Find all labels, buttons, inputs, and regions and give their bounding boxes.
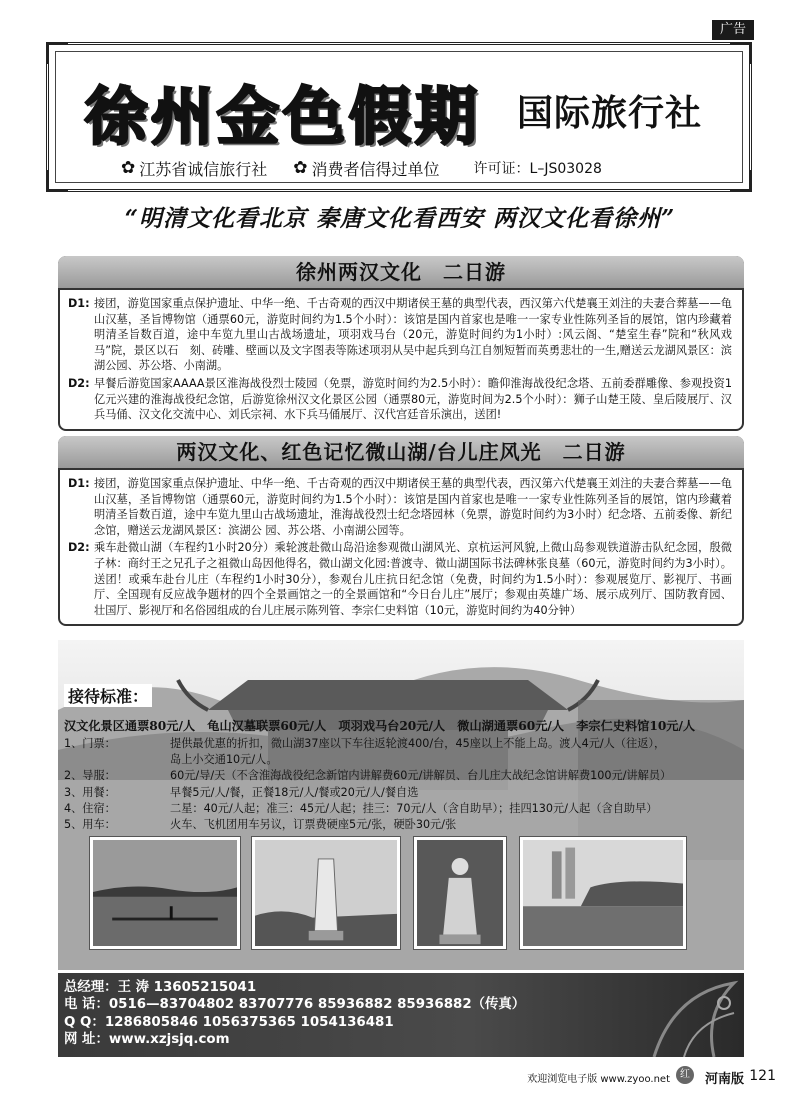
badge-integrity-label: 江苏省诚信旅行社: [139, 159, 268, 179]
rule-text: 岛上小交通10元/人。: [170, 753, 278, 767]
day-text: 接团，游览国家重点保护遗址、中华一绝、千古奇观的西汉中期诸侯王墓的典型代表，西汉第六代楚襄王刘注的夫妻合葬墓——龟山汉墓，圣旨博物馆（通票60元，游览时间约为1.5个小时）：该馆是国内首家也是唯一一家专业性陈列圣旨的展馆，馆内珍藏着明清圣旨数百道，途中车览九里山古战场遗址，项羽戏马台（20元，游览时间约为1小时）:风云阁、“楚室生春”院和“秋风戏马”院，景区以石 刻、砖雕、壁画以及文字图表等陈述项羽从吴中起兵到乌江自刎短暂而英勇悲壮的一生,赠送云龙湖风景区：滨湖公园、苏公塔、小南湖。: [94, 297, 732, 373]
day-label: D1:: [68, 477, 90, 490]
rule-item: [64, 785, 744, 801]
page-number: 121: [749, 1068, 776, 1084]
badge-trusted: [293, 157, 439, 180]
badge-trusted-label: 消费者信得过单位: [311, 159, 440, 179]
website-label: 网 址：: [64, 1032, 109, 1048]
ticket-prices: 汉文化景区通票80元/人 龟山汉墓联票60元/人 项羽戏马台20元/人 微山湖通票60元/人 李宗仁史料馆10元/人: [64, 719, 696, 733]
rule-label: 4、住宿：: [64, 801, 116, 815]
rule-item: [64, 817, 744, 833]
frame-corner: [730, 42, 752, 64]
tour-panel-1: [58, 256, 744, 431]
flower-icon: ✿: [293, 158, 308, 178]
rule-item: [64, 801, 744, 817]
phone-value: 0516—83704802 83707776 85936882 85936882（传真）: [108, 997, 526, 1013]
flower-icon: ✿: [121, 158, 136, 178]
reception-rules: [64, 736, 744, 833]
contact-panel: [58, 973, 744, 1057]
day-text: 接团，游览国家重点保护遗址、中华一绝、千古奇观的西汉中期诸侯王墓的典型代表，西汉第六代楚襄王刘注的夫妻合葬墓——龟山汉墓，圣旨博物馆（通票60元，游览时间约为1.5个小时）：该馆是国内首家也是唯一一家专业性陈列圣旨的展馆，馆内珍藏着明清圣旨数百道，途中车览九里山古战场遗址，淮海战役烈士纪念塔园林（免票，游览时间约为3小时）纪念塔、五前委像、新纪念馆，赠送云龙湖风景区：滨湖公 园、苏公塔、小南湖公园等。: [94, 477, 732, 537]
brand-subtitle: 国际旅行社: [517, 93, 703, 134]
manager-value: 王 涛 13605215041: [117, 980, 257, 995]
header-frame: [46, 42, 752, 192]
city-lake-photo: [520, 837, 686, 949]
rule-text: 火车、飞机团用车另议，订票费硬座5元/张，硬卧30元/张: [170, 818, 457, 832]
qq-label: Q Q：: [64, 1014, 105, 1030]
edition-label: 河南版: [704, 1072, 744, 1087]
slogan: “明清文化看北京 秦唐文化看西安 两汉文化看徐州”: [124, 205, 676, 232]
rule-label: 2、导服：: [64, 769, 116, 783]
day-text: 乘车赴微山湖（车程约1小时20分）乘轮渡赴微山岛沿途参观微山湖风光、京杭运河风貌,上微山岛参观铁道游击队纪念园，殷微子林：商纣王之兄孔子之祖微山岛因他得名，微山湖文化园:普渡寺、微山湖国际书法碑林张良墓（60元，游览时间约为3小时）。送团！或乘车赴台儿庄（车程约1小时30分），参观台儿庄抗日纪念馆（免费，时间约为1.5小时）：参观展览厅、影视厅、书画厅、全国现有反应战争题材的四个全景画馆之一的全景画馆和“今日台儿庄”展厅；参观由英雄广场、展示成列厅、国防教育园、壮国厅、影视厅和名俗园组成的台儿庄展示陈列管、李宗仁史料馆（10元，游览时间约为40分钟）: [94, 541, 732, 617]
tour-panel-2: [58, 436, 744, 626]
decorative-swirl-icon: [634, 973, 744, 1057]
rule-text: 二星：40元/人起；准三：45元/人起；挂三：70元/人（含自助早）；挂四130元/人起（含自助早）: [170, 801, 658, 815]
statue-photo: [414, 837, 506, 949]
qq-value: 1286805846 1056375365 1054136481: [104, 1014, 394, 1030]
tour-day: [60, 476, 742, 540]
footer-welcome: 欢迎浏览电子版 www.zyoo.net: [527, 1074, 670, 1085]
website-link[interactable]: www.xzjsjq.com: [108, 1032, 230, 1048]
day-label: D1:: [68, 297, 90, 310]
rule-label: 5、用车：: [64, 818, 116, 832]
tour-day: [60, 296, 742, 376]
rule-text: 60元/导/天（不含淮海战役纪念新馆内讲解费60元/讲解员、台儿庄大战纪念馆讲解费100元/讲解员）: [170, 769, 672, 783]
rule-label: 1、门票：: [64, 737, 116, 750]
frame-corner: [46, 42, 68, 64]
rule-item: [64, 768, 744, 784]
day-label: D2:: [68, 376, 90, 390]
rule-label: 3、用餐：: [64, 785, 116, 799]
tour-day: [60, 376, 742, 429]
license-number: 许可证：L–JS03028: [473, 161, 602, 177]
credential-badges: [121, 155, 729, 181]
rule-text: 提供最优惠的折扣，微山湖37座以下车往返轮渡400/台，45座以上不能上岛。渡人4元/人（往返），: [170, 737, 666, 750]
phone-label: 电 话：: [64, 997, 109, 1013]
brand-name: 徐州金色假期: [85, 80, 482, 153]
rule-item: [64, 752, 744, 768]
frame-corner: [46, 170, 68, 192]
manager-label: 总经理：: [64, 980, 118, 995]
photo-strip: [90, 837, 690, 949]
lake-sunset-photo: [90, 837, 240, 949]
memorial-tower-photo: [252, 837, 400, 949]
frame-corner: [730, 170, 752, 192]
day-text: 早餐后游览国家AAAA景区淮海战役烈士陵园（免票，游览时间约为2.5小时）：瞻仰淮海战役纪念塔、五前委群雕像、参观投资1亿元兴建的淮海战役纪念馆，后游览徐州汉文化景区公园（通票80元，游览时间为2.5个小时）：狮子山楚王陵、皇后陵展厅、汉兵马俑、汉文化交流中心、刘氏宗祠、水下兵马俑展厅、汉代宫廷音乐演出，送团!: [94, 376, 732, 422]
tour-title: 两汉文化、红色记忆微山湖/台儿庄风光 二日游: [58, 436, 744, 470]
rule-text: 早餐5元/人/餐，正餐18元/人/餐或20元/人/餐自选: [170, 785, 419, 799]
tour-day: [60, 540, 742, 624]
magazine-logo-icon: 红: [676, 1066, 694, 1084]
reception-standards-title: 接待标准：: [64, 684, 152, 707]
rule-item: [64, 736, 744, 752]
tour-title: 徐州两汉文化 二日游: [58, 256, 744, 290]
page-footer: [0, 1066, 800, 1086]
day-label: D2:: [68, 541, 90, 555]
badge-integrity: [121, 157, 267, 180]
ad-tag: 广告: [712, 20, 754, 40]
